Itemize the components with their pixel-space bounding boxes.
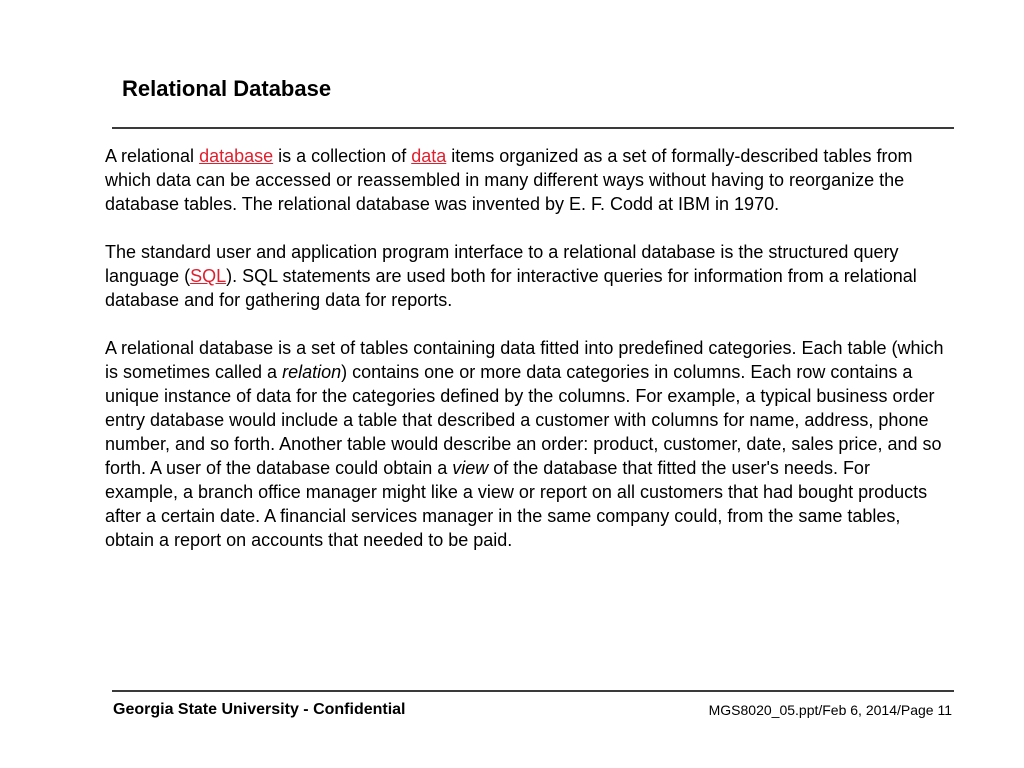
link-data[interactable]: data: [411, 146, 447, 166]
term-view: view: [452, 458, 489, 478]
link-database[interactable]: database: [199, 146, 274, 166]
text-run: items organized as a set of formally-described tables from which data can be accessed or reassembled in many different ways without having to reorganize the database tables. The relational database was invented by E. F. Codd at IBM in 1970.: [105, 146, 913, 214]
footer-divider: [112, 690, 954, 692]
footer-page-info: MGS8020_05.ppt/Feb 6, 2014/Page 11: [708, 702, 952, 718]
term-relation: relation: [282, 362, 342, 382]
title-divider: [112, 127, 954, 129]
paragraph-sql: [105, 240, 945, 312]
slide-title: Relational Database: [122, 76, 332, 101]
text-run: is a collection of: [273, 146, 412, 166]
text-run: The standard user and application program interface to a relational database is the structured query language (: [105, 242, 899, 286]
text-run: of the database that fitted the user's needs. For example, a branch office manager might like a view or report on all customers that had bought products after a certain date. A financial services manager in the same company could, from the same tables, obtain a report on accounts that needed to be paid.: [105, 458, 928, 550]
text-run: A relational database is a set of tables containing data fitted into predefined categories. Each table (which is sometimes called a: [105, 338, 944, 382]
slide-body: [105, 144, 945, 576]
text-run: A relational: [105, 146, 200, 166]
footer-organization: Georgia State University - Confidential: [113, 701, 406, 718]
paragraph-tables: [105, 336, 945, 552]
text-run: ) contains one or more data categories in columns. Each row contains a unique instance of data for the categories defined by the columns. For example, a typical business order entry database would include a table that described a customer with columns for name, address, phone number, and so forth. Another table would describe an order: product, customer, date, sales price, and so forth. A user of the database could obtain a: [105, 362, 942, 478]
text-run: ). SQL statements are used both for interactive queries for information from a relational database and for gathering data for reports.: [105, 266, 917, 310]
link-sql[interactable]: SQL: [190, 266, 227, 286]
paragraph-definition: [105, 144, 945, 216]
